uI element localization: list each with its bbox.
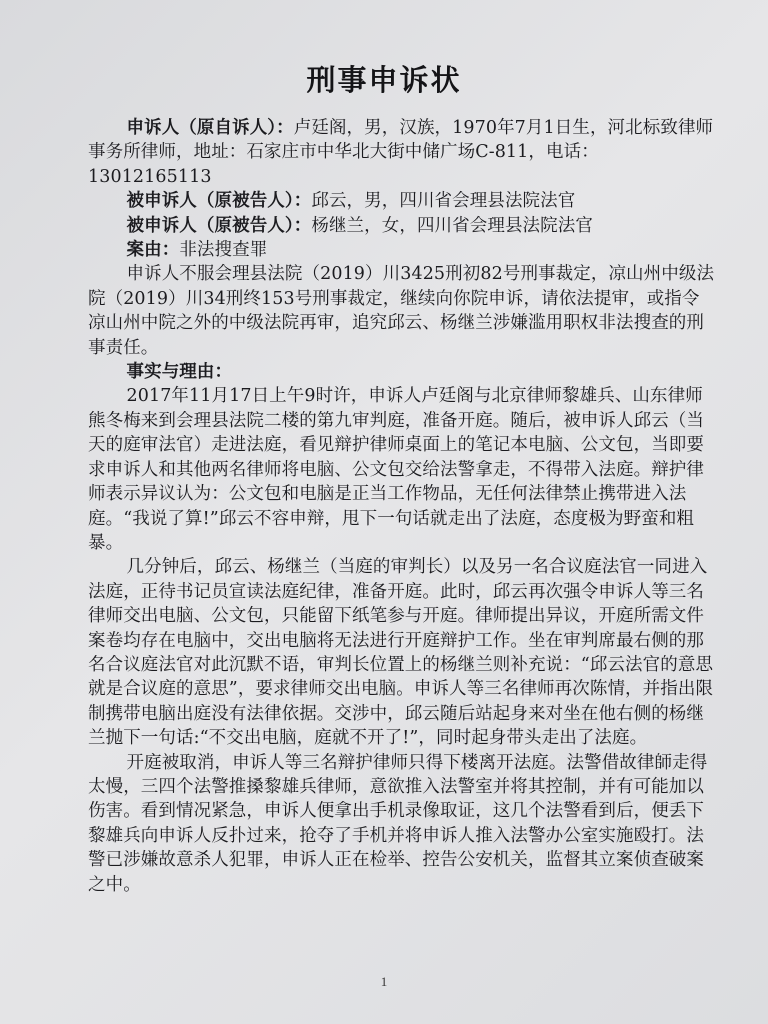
respondent-1-text: 邱云，男，四川省会理县法院法官 (311, 191, 576, 212)
respondent-2-info (88, 214, 716, 238)
document-title: 刑事申诉状 (306, 63, 462, 97)
case-cause-label: 案由： (126, 240, 180, 261)
case-cause (88, 238, 716, 262)
petitioner-label: 申诉人（原自诉人）： (126, 118, 294, 138)
respondent-1-info (88, 189, 716, 213)
respondent-2-label: 被申诉人（原被告人）： (126, 215, 312, 236)
case-cause-text: 非法搜查罪 (179, 240, 268, 261)
page-number: 1 (380, 974, 388, 989)
body-paragraph: 几分钟后，邱云、杨继兰（当庭的审判长）以及另一名合议庭法官一同进入法庭，正待书记员宣读法庭纪律，准备开庭。此时，邱云再次强令申诉人等三名律师交出电脑、公文包，只能留下纸笔参与开庭。律师提出异议，开庭所需文件案卷均存在电脑中，交出电脑将无法进行开庭辩护工作。坐在审判席最右侧的那名合议庭法官对此沉默不语，审判长位置上的杨继兰则补充说：“邱云法官的意思就是合议庭的意思”，要求律师交出电脑。申诉人等三名律师再次陈情，并指出限制携带电脑出庭没有法律依据。交涉中，邱云随后站起身来对坐在他右侧的杨继兰抛下一句话:“不交出电脑，庭就不开了!”，同时起身带头走出了法庭。 (88, 557, 714, 749)
request-paragraph: 申诉人不服会理县法院（2019）川3425刑初82号刑事裁定，凉山州中级法院（2019）川34刑终153号刑事裁定，继续向你院申诉，请依法提审，或指令凉山州中院之外的中级法院再审，追究邱云、杨继兰涉嫌滥用职权非法搜查的刑事责任。 (88, 264, 715, 358)
respondent-2-text: 杨继兰，女，四川省会理县法院法官 (311, 215, 593, 236)
petitioner-text: 卢廷阁，男，汉族，1970年7月1日生，河北标致律师事务所律师，地址：石家庄市中华北大街中储广场C-811，电话：13012165113 (88, 118, 714, 187)
respondent-1-label: 被申诉人（原被告人）： (126, 191, 312, 212)
body-paragraph: 2017年11月17日上午9时许，申诉人卢廷阁与北京律师黎雄兵、山东律师熊冬梅来到会理县法院二楼的第九审判庭，准备开庭。随后，被申诉人邱云（当天的庭审法官）走进法庭，看见辩护律师桌面上的笔记本电脑、公文包，当即要求申诉人和其他两名律师将电脑、公文包交给法警拿走，不得带入法庭。辩护律师表示异议认为：公文包和电脑是正当工作物品，无任何法律禁止携带进入法庭。“我说了算!”邱云不容申辩，甩下一句话就走出了法庭，态度极为野蛮和粗暴。 (88, 386, 704, 553)
facts-heading: 事实与理由： (126, 362, 233, 383)
body-paragraph: 开庭被取消，申诉人等三名辩护律师只得下楼离开法庭。法警借故律師走得太慢，三四个法警推搡黎雄兵律师，意欲推入法警室并将其控制，并有可能加以伤害。看到情况紧急，申诉人便拿出手机录像取证，这几个法警看到后，便丢下黎雄兵向申诉人反扑过来，抢夺了手机并将申诉人推入法警办公室实施殴打。法警已涉嫌故意杀人犯罪，申诉人正在检举、控告公安机关，监督其立案侦查破案之中。 (88, 752, 708, 895)
document-body (88, 116, 716, 897)
petitioner-info (88, 116, 716, 189)
